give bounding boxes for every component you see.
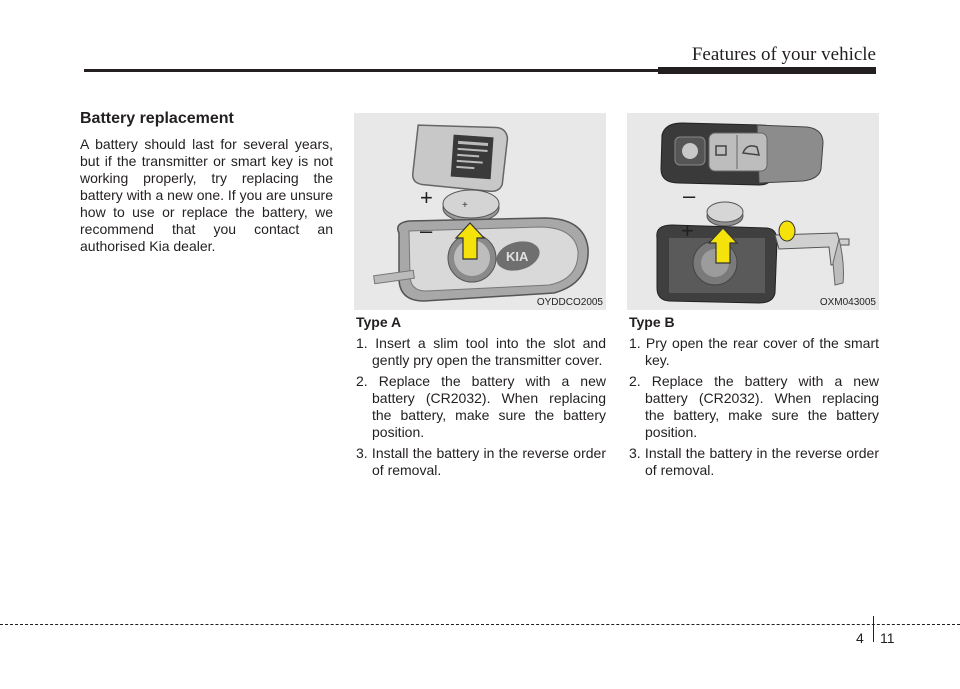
type-b-step: 3. Install the battery in the reverse order of removal. — [629, 445, 879, 478]
section-title: Battery replacement — [80, 110, 234, 127]
type-a-heading: Type A — [356, 314, 402, 330]
type-b-step: 1. Pry open the rear cover of the smart key. — [629, 335, 879, 368]
header-title: Features of your vehicle — [691, 44, 876, 65]
type-b-step: 2. Replace the battery with a new battery (CR2032). When replacing the battery, make sure the battery position. — [629, 373, 879, 440]
plus-sign: + — [420, 185, 433, 210]
key-type-b-illustration — [627, 113, 879, 310]
minus-sign: – — [683, 183, 696, 208]
key-type-a-illustration — [354, 113, 606, 310]
figure-code: OYDDCO2005 — [536, 297, 603, 308]
header-rule-accent — [658, 67, 876, 74]
type-a-step: 3. Install the battery in the reverse order of removal. — [356, 445, 606, 478]
transmitter-cover — [412, 122, 508, 192]
footer-divider — [873, 616, 874, 642]
figure-type-b — [627, 113, 879, 310]
type-a-step: 2. Replace the battery with a new battery (CR2032). When replacing the battery, make sure the battery position. — [356, 373, 606, 440]
figure-type-a — [354, 113, 606, 310]
chapter-number: 4 — [856, 630, 864, 646]
page-number: 11 — [880, 630, 895, 646]
footer-rule — [0, 624, 960, 625]
key-body — [374, 218, 588, 301]
battery-coin — [443, 190, 499, 222]
plus-sign: + — [681, 218, 694, 243]
svg-text:KIA: KIA — [506, 249, 529, 264]
svg-text:+: + — [462, 200, 468, 211]
battery-coin — [707, 202, 743, 226]
type-a-step: 1. Insert a slim tool into the slot and gently pry open the transmitter cover. — [356, 335, 606, 368]
figure-code: OXM043005 — [819, 297, 876, 308]
type-a-steps — [356, 335, 606, 483]
type-b-heading: Type B — [629, 314, 675, 330]
minus-sign: – — [420, 218, 433, 243]
type-b-steps — [629, 335, 879, 483]
intro-paragraph: A battery should last for several years, but if the transmitter or smart key is not working properly, try replacing the battery with a new one. If you are unsure how to use or replace the battery, we recommend that you contact an authorised Kia dealer. — [80, 136, 333, 254]
smart-key-front — [661, 123, 823, 185]
